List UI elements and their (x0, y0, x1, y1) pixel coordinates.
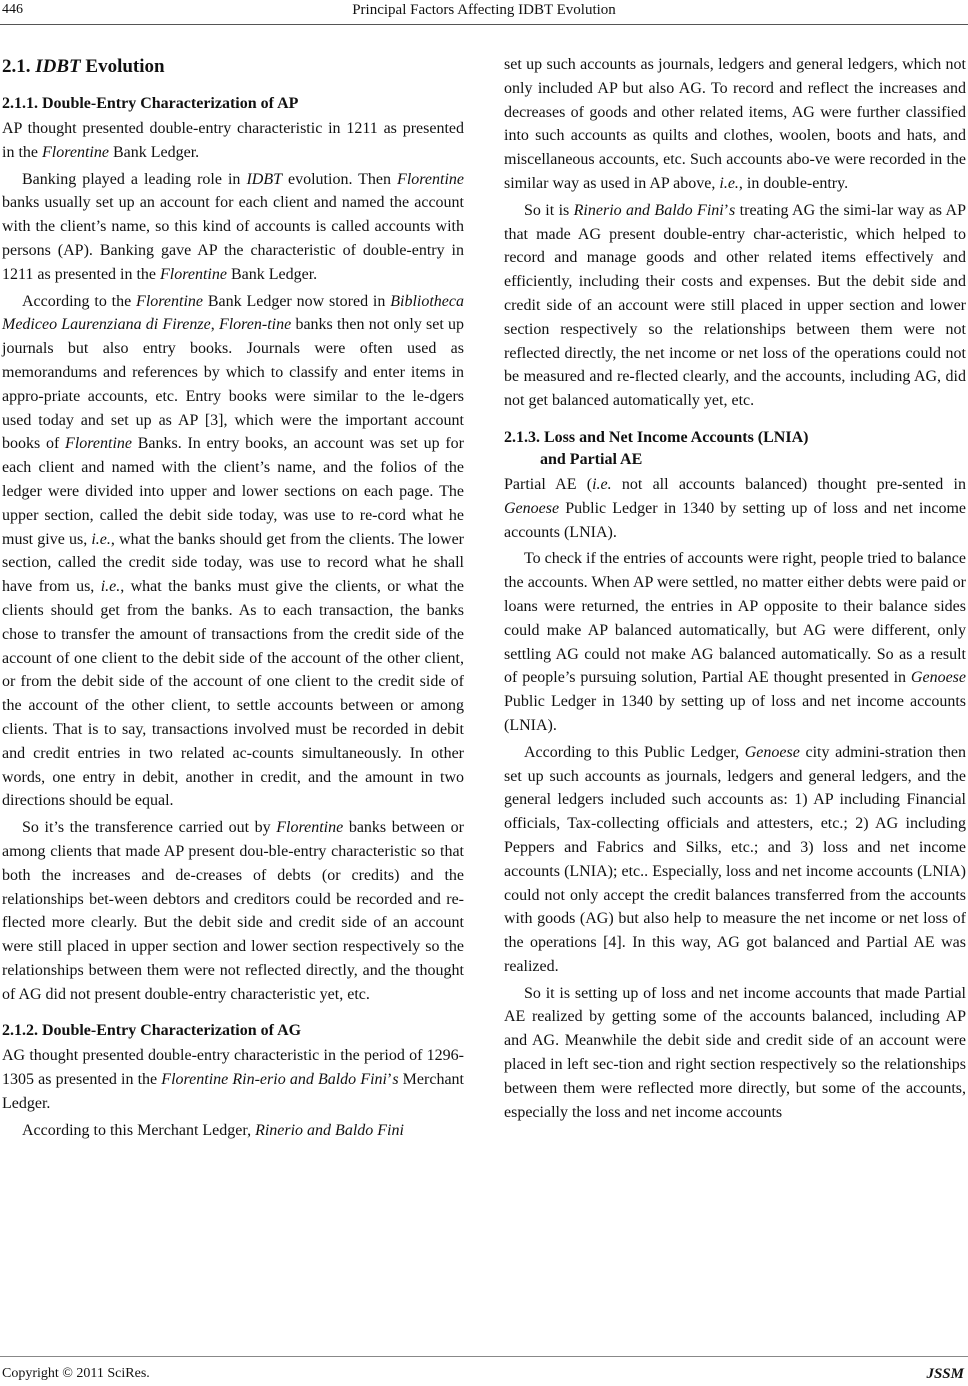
section-number: 2.1. (2, 56, 31, 77)
page-number: 446 (2, 2, 23, 17)
paragraph: To check if the entries of accounts were right, people tried to balance the accounts. When AP were settled, no matter either debts were paid or loans were returned, the entries in AP opposite to their balance sides could make AP balanced automatically, but AG were different, only settling AG could not make AG balanced automatically. So as a result of people’s pursuing solution, Partial AE thought presented in Genoese Public Ledger in 1340 by setting up of loss and net income accounts (LNIA). (504, 550, 966, 734)
section-title-rest: Evolution (85, 56, 165, 77)
page-footer (0, 1356, 968, 1386)
copyright-notice: Copyright © 2011 SciRes. (2, 1366, 150, 1381)
paragraph: According to this Merchant Ledger, Rinerio and Baldo Fini (22, 1121, 404, 1139)
right-column (504, 53, 966, 1124)
journal-abbreviation: JSSM (926, 1366, 964, 1382)
paragraph: So it is setting up of loss and net income accounts that made Partial AE realized by getting some of the accounts balanced, including AP and AG. Meanwhile the debit side and credit side of an account were placed in left sec-tion and right section respectively so the relationships between them were reflected more directly, but some of the accounts, especially the loss and net income accounts (504, 984, 966, 1121)
page-header (0, 0, 968, 30)
paragraph: Banking played a leading role in IDBT evolution. Then Florentine banks usually set up an account for each client and named the account with the client’s name, so this kind of accounts is called accounts with persons (AP). Banking gave AP the characteristic of double-entry in 1211 as presented in the Florentine Bank Ledger. (2, 170, 464, 283)
paragraph: So it is Rinerio and Baldo Fini’s treating AG the simi-lar way as AP that made AG present double-entry char-acteristic, which helped to record and manage goods and other related items effectively and efficiently, including their costs and expenses. But the debit side and credit side of an account were still placed in upper section and lower section respectively so the relationships between them were not reflected directly, the net income or net loss of the operations could not be measured and re-flected clearly, and the accounts, including AG, did not get balanced automatically yet, etc. (504, 201, 967, 410)
paragraph: According to this Public Ledger, Genoese city admini-stration then set up such accounts as journals, ledgers and general ledgers, and the general ledgers included such accounts as: 1) AP including Financial officials, Tax-collecting officials and attesters, etc.; 2) AG including Peppers and Fabrics and Silks, etc.; and 3) loss and net income accounts (LNIA); etc.. Especially, loss and net income accounts (LNIA) could not only accept the credit balances transferred from the accounts with goods (AG) but also help to measure the net income or net loss of the operations [4]. In this way, AG got balanced and Partial AE was realized. (504, 743, 966, 975)
header-divider (0, 24, 968, 25)
paragraph: AP thought presented double-entry characteristic in 1211 as presented in the Florentine Bank Ledger. (2, 120, 464, 161)
paragraph: According to the Florentine Bank Ledger now stored in Bibliotheca Mediceo Laurenziana di Firenze, Floren-tine banks then not only set up journals but also entry books. Journals were often used as memorandums and references by which to classify and enter items in appro-priate accounts, etc. Entry books were similar to the le-dgers used today and set up as AP [3], which were the important account books of Florentine Banks. In entry books, an account was set up for each client and named with the client’s name, and the folios of the ledger were divided into upper and lower sections on each page. The upper section, called the debit side today, was use to re-cord what he must give us, i.e., what the banks should get from the clients. The lower section, called the credit side today, was use to record what he shall have from us, i.e., what the banks must give the clients, or what the clients should get from the banks. As to each transaction, the banks chose to transfer the amount of transactions from the credit side of the account of one client to the debit side of the account of the other client, or from the debit side of the account of one client to the credit side of the account of the other client, to settle accounts between or among clients. That is to say, transactions involved must be recorded in debit and credit entries in two related ac-counts simultaneously. In other words, one entry in debit, another in credit, and the amount in two directions should be equal. (2, 292, 465, 810)
subsection-title-line2: and Partial AE (540, 450, 643, 468)
subsection-title-ag: 2.1.2. Double-Entry Characterization of AG (2, 1022, 302, 1040)
paragraph-continuation: set up such accounts as journals, ledgers and general ledgers, which not only included AP but also AG. To record and reflect the increases and decreases of goods and other related items, AG were further classified into such accounts as quilts and clothes, woolen, boots and hats, and miscellaneous accounts, etc. Such accounts abo-ve were recorded in the similar way as used in AP above, i.e., in double-entry. (504, 56, 966, 192)
running-title: Principal Factors Affecting IDBT Evolution (352, 2, 616, 18)
subsection-title-line1: 2.1.3. Loss and Net Income Accounts (LNIA) (504, 428, 809, 446)
section-title (2, 56, 464, 78)
paragraph: So it’s the transference carried out by Florentine banks between or among clients that made AP present dou-ble-entry characteristic so that both the increases and de-creases of debts (or credits) and the relationships bet-ween debtors and creditors could be recorded and re-flected more clearly. But the debit side and credit side of an account were still placed in upper section and lower section respectively so the relationships between them were not reflected directly, and the thought of AG did not present double-entry characteristic yet, etc. (2, 819, 464, 1003)
subsection-title-lnia (504, 427, 966, 471)
paragraph: AG thought presented double-entry characteristic in the period of 1296-1305 as presented in the Florentine Rin-erio and Baldo Fini’s Merchant Ledger. (2, 1047, 464, 1113)
section-title-acronym: IDBT (35, 56, 81, 77)
paragraph: Partial AE (i.e. not all accounts balanced) thought pre-sented in Genoese Public Ledger in 1340 by setting up of loss and net income accounts (LNIA). (504, 475, 966, 541)
footer-divider (0, 1356, 968, 1357)
left-column (2, 54, 464, 1143)
subsection-title-ap: 2.1.1. Double-Entry Characterization of AP (2, 95, 299, 112)
